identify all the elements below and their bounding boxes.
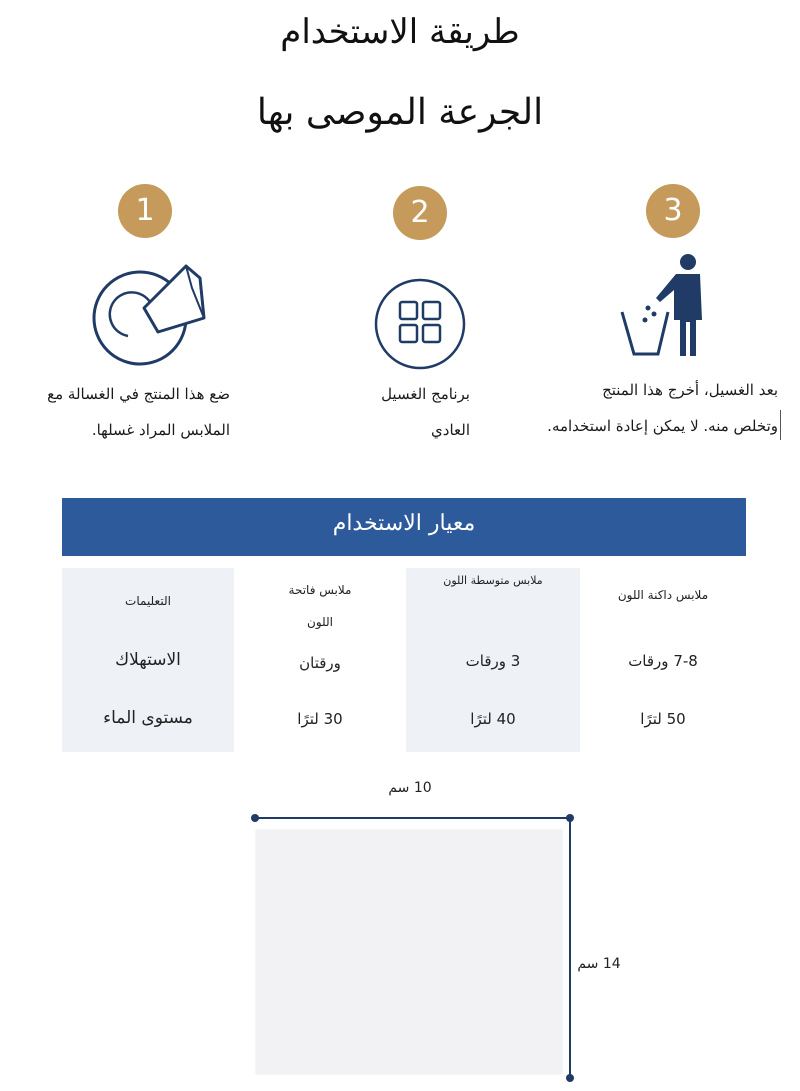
- usage-banner: [62, 498, 746, 556]
- instructions-header: التعليمات: [125, 594, 171, 608]
- width-line-start-dot: [251, 814, 259, 822]
- usage-banner-title: معيار الاستخدام: [332, 511, 476, 536]
- dark-consumption: 7-8 ورقات: [628, 652, 698, 670]
- light-color-header-line-2: اللون: [307, 615, 333, 629]
- step-2-text: [330, 376, 470, 448]
- trash-disposal-icon: [612, 250, 712, 360]
- light-color-header-line-1: ملابس فاتحة: [288, 583, 352, 597]
- width-dimension-line: [254, 817, 572, 819]
- medium-consumption: 3 ورقات: [465, 652, 521, 670]
- height-dimension-line: [569, 820, 571, 1078]
- sheet-width-label: 10 سم: [388, 780, 432, 796]
- step-1-line-2: الملابس المراد غسلها.: [91, 421, 230, 439]
- consumption-label: الاستهلاك: [115, 650, 181, 670]
- step-2-line-2: العادي: [431, 421, 470, 439]
- step-3-line-2: وتخلص منه. لا يمكن إعادة استخدامه.: [547, 417, 778, 435]
- step-1-number: 1: [118, 184, 172, 238]
- step-1-text: [20, 376, 230, 448]
- medium-water: 40 لترًا: [470, 710, 516, 728]
- washer-with-sheet-icon: [88, 258, 208, 368]
- dark-water: 50 لترًا: [640, 710, 686, 728]
- wash-program-icon: [374, 278, 466, 370]
- step-3-number: 3: [646, 184, 700, 238]
- detergent-sheet: [256, 830, 562, 1074]
- sheet-height-label: 14 سم: [577, 956, 621, 972]
- dark-color-header: ملابس داكنة اللون: [617, 588, 709, 602]
- step-2-number: 2: [393, 186, 447, 240]
- page-title: طريقة الاستخدام: [280, 12, 520, 52]
- light-color-header: [234, 574, 406, 638]
- step-3-line-1: بعد الغسيل، أخرج هذا المنتج: [602, 381, 778, 399]
- divider: [780, 410, 781, 440]
- light-consumption: ورقتان: [299, 654, 341, 672]
- height-line-end-dot: [566, 1074, 574, 1082]
- step-3-text: [524, 372, 778, 444]
- page-subtitle: الجرعة الموصى بها: [256, 92, 544, 133]
- light-water: 30 لترًا: [297, 710, 343, 728]
- medium-color-header: ملابس متوسطة اللون: [443, 574, 543, 587]
- step-2-line-1: برنامج الغسيل: [381, 385, 470, 403]
- water-level-label: مستوى الماء: [103, 708, 193, 728]
- step-1-line-1: ضع هذا المنتج في الغسالة مع: [47, 385, 230, 403]
